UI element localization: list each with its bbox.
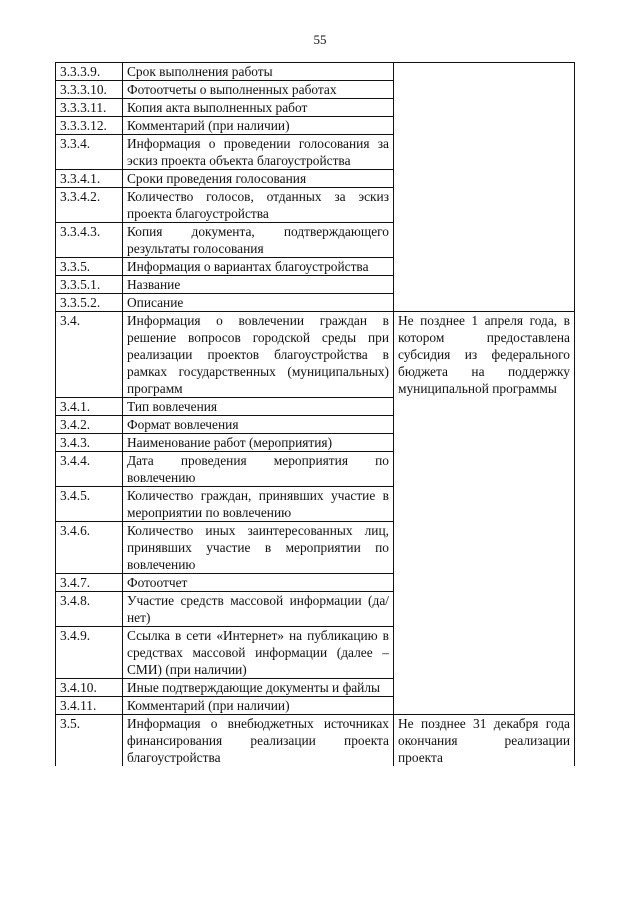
item-number: 3.4.6.: [56, 522, 123, 574]
item-number: 3.3.5.1.: [56, 276, 123, 294]
item-number: 3.4.1.: [56, 398, 123, 416]
item-description: Фотоотчеты о выполненных работах: [123, 81, 394, 99]
item-number: 3.4.3.: [56, 434, 123, 452]
item-description: Формат вовлечения: [123, 416, 394, 434]
item-number: 3.4.7.: [56, 574, 123, 592]
item-number: 3.4.4.: [56, 452, 123, 487]
item-description: Участие средств массовой информации (да/нет): [123, 592, 394, 627]
item-number: 3.4.2.: [56, 416, 123, 434]
item-description: Количество голосов, отданных за эскиз проекта благоустройства: [123, 188, 394, 223]
item-description: Количество граждан, принявших участие в мероприятии по вовлечению: [123, 487, 394, 522]
item-number: 3.4.8.: [56, 592, 123, 627]
item-number: 3.3.4.1.: [56, 170, 123, 188]
item-number: 3.3.3.11.: [56, 99, 123, 117]
deadline-cell-empty: [394, 63, 575, 312]
item-description: Информация о вариантах благоустройства: [123, 258, 394, 276]
item-description: Тип вовлечения: [123, 398, 394, 416]
item-description: Описание: [123, 294, 394, 312]
item-description: Информация о вовлечении граждан в решение вопросов городской среды при реализации проектов благоустройства в рамках государственных (муниципальных) программ: [123, 312, 394, 398]
item-number: 3.4.: [56, 312, 123, 398]
item-description: Наименование работ (мероприятия): [123, 434, 394, 452]
item-number: 3.5.: [56, 715, 123, 767]
page-number: 55: [313, 32, 327, 47]
table-row: [56, 312, 575, 398]
deadline-cell: Не позднее 1 апреля года, в котором предоставлена субсидия из федерального бюджета на поддержку муниципальной программы: [394, 312, 575, 715]
item-description: Комментарий (при наличии): [123, 117, 394, 135]
table-row: [56, 715, 575, 767]
item-number: 3.3.5.2.: [56, 294, 123, 312]
item-number: 3.3.3.9.: [56, 63, 123, 81]
item-number: 3.4.9.: [56, 627, 123, 679]
item-description: Название: [123, 276, 394, 294]
item-number: 3.4.5.: [56, 487, 123, 522]
item-description: Срок выполнения работы: [123, 63, 394, 81]
item-description: Ссылка в сети «Интернет» на публикацию в средствах массовой информации (далее – СМИ) (при наличии): [123, 627, 394, 679]
item-number: 3.3.4.3.: [56, 223, 123, 258]
item-description: Информация о проведении голосования за эскиз проекта объекта благоустройства: [123, 135, 394, 170]
item-description: Иные подтверждающие документы и файлы: [123, 679, 394, 697]
item-description: Копия документа, подтверждающего результаты голосования: [123, 223, 394, 258]
item-number: 3.3.4.2.: [56, 188, 123, 223]
item-description: Дата проведения мероприятия по вовлечению: [123, 452, 394, 487]
item-description: Фотоотчет: [123, 574, 394, 592]
item-description: Сроки проведения голосования: [123, 170, 394, 188]
item-number: 3.3.3.12.: [56, 117, 123, 135]
item-description: Копия акта выполненных работ: [123, 99, 394, 117]
item-number: 3.4.11.: [56, 697, 123, 715]
item-description: Количество иных заинтересованных лиц, принявших участие в мероприятии по вовлечению: [123, 522, 394, 574]
item-description: Комментарий (при наличии): [123, 697, 394, 715]
item-number: 3.3.4.: [56, 135, 123, 170]
deadline-cell: Не позднее 31 декабря года окончания реализации проекта: [394, 715, 575, 767]
table-row: [56, 63, 575, 81]
item-number: 3.3.5.: [56, 258, 123, 276]
requirements-table: [55, 62, 575, 766]
item-number: 3.3.3.10.: [56, 81, 123, 99]
item-description: Информация о внебюджетных источниках финансирования реализации проекта благоустройства: [123, 715, 394, 767]
item-number: 3.4.10.: [56, 679, 123, 697]
